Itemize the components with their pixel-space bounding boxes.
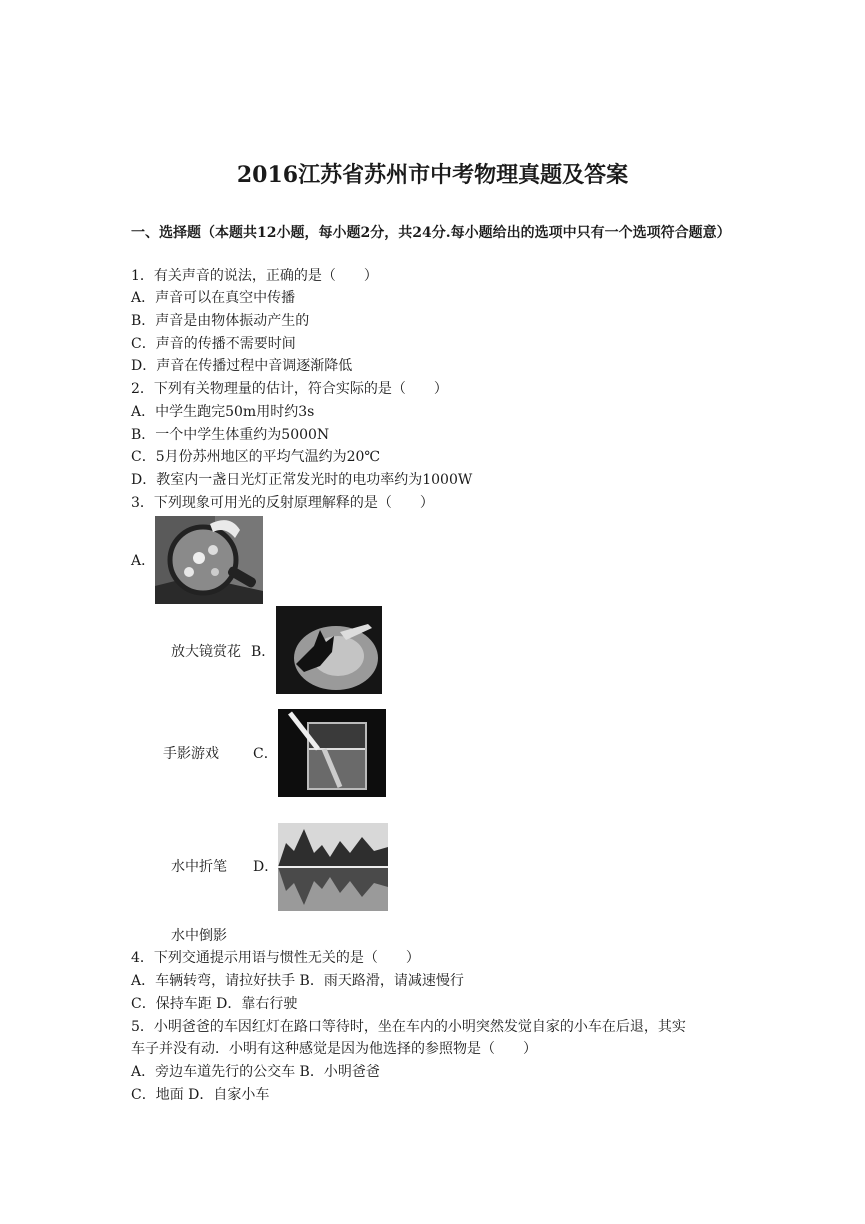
question-3-option-a-caption: 放大镜赏花 bbox=[171, 644, 241, 660]
question-4-options-cd: C．保持车距 D．靠右行驶 bbox=[131, 996, 298, 1012]
question-2-stem: 2．下列有关物理量的估计，符合实际的是（ ） bbox=[131, 381, 448, 397]
question-5-stem-line-1: 5．小明爸爸的车因红灯在路口等待时，坐在车内的小明突然发觉自家的小车在后退，其实 bbox=[131, 1019, 686, 1035]
question-5-options-cd: C．地面 D．自家小车 bbox=[131, 1087, 270, 1103]
question-2-option-d: D．教室内一盏日光灯正常发光时的电功率约为1000W bbox=[131, 472, 473, 488]
question-3-option-d-letter: D． bbox=[253, 859, 279, 875]
magnifier-flower-image bbox=[155, 516, 263, 604]
mountain-reflection-image bbox=[278, 823, 388, 911]
question-2-option-a: A．中学生跑完50m用时约3s bbox=[131, 404, 315, 420]
question-1-option-d: D．声音在传播过程中音调逐渐降低 bbox=[131, 358, 353, 374]
question-4-stem: 4．下列交通提示用语与惯性无关的是（ ） bbox=[131, 950, 420, 966]
question-1-option-a: A．声音可以在真空中传播 bbox=[131, 290, 296, 306]
question-5-options-ab: A．旁边车道先行的公交车 B．小明爸爸 bbox=[131, 1064, 380, 1080]
question-3-option-c-caption: 水中折笔 bbox=[171, 859, 227, 875]
hand-shadow-image bbox=[276, 606, 382, 694]
question-2-option-b: B．一个中学生体重约为5000N bbox=[131, 427, 330, 443]
question-3-option-b-caption: 手影游戏 bbox=[163, 746, 219, 762]
question-3-option-c-letter: C． bbox=[253, 746, 278, 762]
question-1-option-c: C．声音的传播不需要时间 bbox=[131, 336, 296, 352]
section-heading: 一、选择题（本题共12小题，每小题2分，共24分.每小题给出的选项中只有一个选项符合题意） bbox=[131, 225, 731, 241]
question-3-option-b-letter: B． bbox=[251, 644, 276, 660]
question-3-option-a-letter: A． bbox=[131, 553, 156, 569]
question-4-options-ab: A．车辆转弯，请拉好扶手 B．雨天路滑，请减速慢行 bbox=[131, 973, 464, 989]
question-2-option-c: C．5月份苏州地区的平均气温约为20℃ bbox=[131, 449, 381, 465]
bent-pencil-in-water-image bbox=[278, 709, 386, 797]
question-5-stem-line-2: 车子并没有动．小明有这种感觉是因为他选择的参照物是（ ） bbox=[131, 1041, 537, 1057]
question-3-stem: 3．下列现象可用光的反射原理解释的是（ ） bbox=[131, 495, 434, 511]
question-3-option-d-caption: 水中倒影 bbox=[171, 928, 227, 944]
document-title: 2016江苏省苏州市中考物理真题及答案 bbox=[236, 162, 629, 188]
question-1-stem: 1．有关声音的说法，正确的是（ ） bbox=[131, 268, 378, 284]
question-1-option-b: B．声音是由物体振动产生的 bbox=[131, 313, 310, 329]
